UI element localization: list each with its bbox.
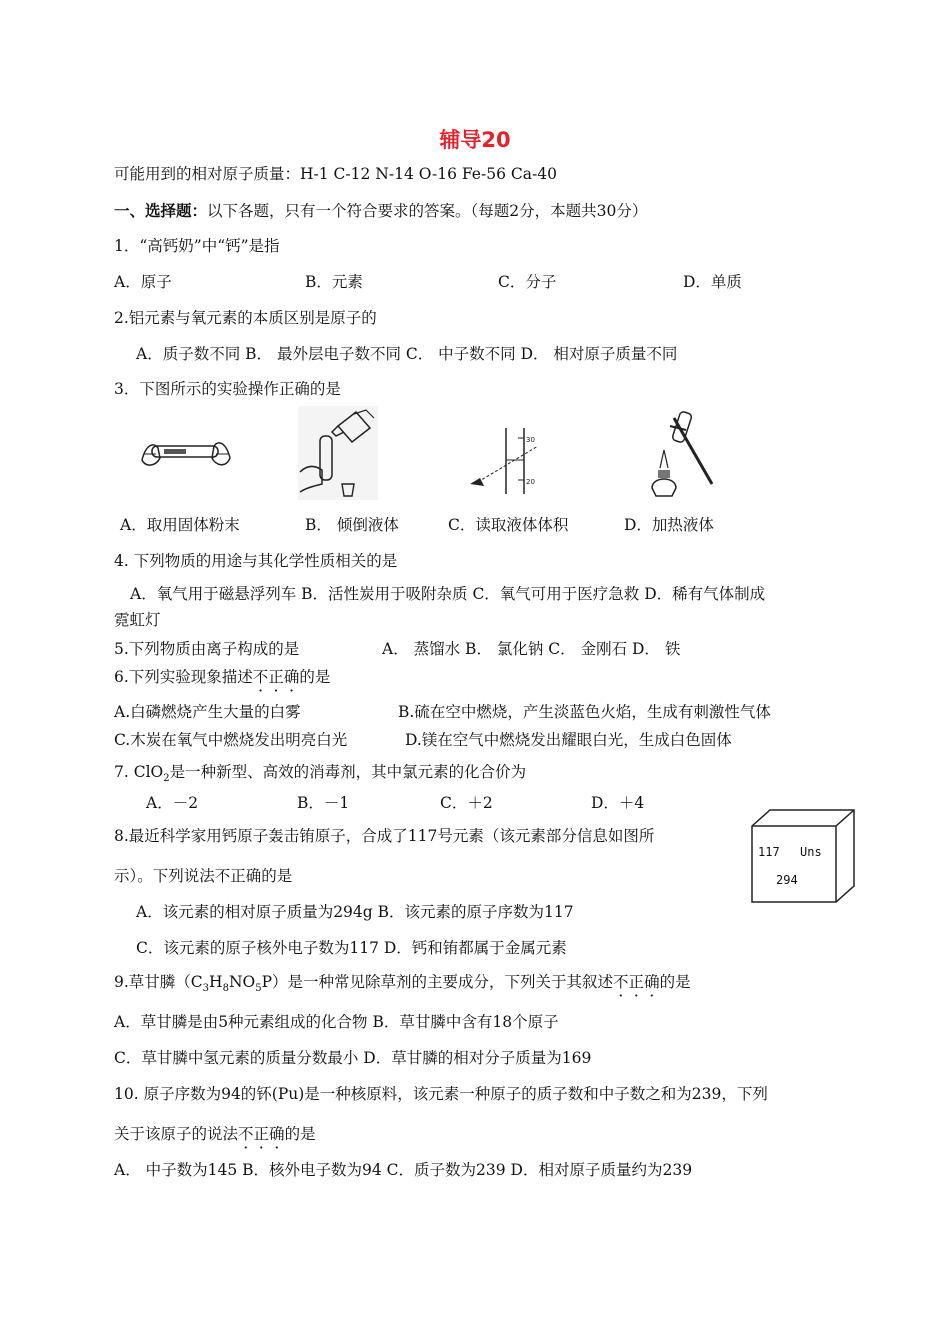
figure-heat-liquid-icon [642, 410, 722, 500]
question-2-options: A．质子数不同 B． 最外层电子数不同 C． 中子数不同 D． 相对原子质量不同 [136, 345, 678, 363]
emphasis-char: 不 [613, 973, 629, 991]
svg-text:30: 30 [526, 436, 535, 444]
question-1-option-c: C．分子 [498, 273, 557, 291]
question-3-option-a: A．取用固体粉末 [120, 516, 240, 534]
emphasis-char: 不 [252, 668, 269, 686]
question-10-options: A． 中子数为145 B．核外电子数为94 C．质子数为239 D．相对原子质量约为239 [114, 1161, 693, 1179]
question-10-stem-pre: 关于该原子的说法 [114, 1125, 239, 1143]
section-heading-label: 一、选择题： [114, 202, 208, 220]
question-6-stem-pre: 6.下列实验现象描述 [114, 668, 253, 686]
question-5-options: A． 蒸馏水 B． 氯化钠 C． 金刚石 D． 铁 [382, 640, 681, 658]
question-6-option-c: C.木炭在氧气中燃烧发出明亮白光 [114, 731, 348, 749]
question-8-options-ab: A．该元素的相对原子质量为294g B．该元素的原子序数为117 [136, 903, 574, 921]
question-10-emphasis [238, 1125, 285, 1143]
question-9-options-ab: A．草甘膦是由5种元素组成的化合物 B．草甘膦中含有18个原子 [114, 1013, 559, 1031]
formula-h: H [209, 973, 223, 991]
question-9-stem [114, 972, 691, 999]
question-1-stem: 1．“高钙奶”中“钙”是指 [114, 237, 280, 255]
question-7-option-a: A．－2 [146, 794, 199, 812]
question-8-options-cd: C．该元素的原子核外电子数为117 D．钙和铕都属于金属元素 [136, 939, 567, 957]
question-3-stem: 3．下图所示的实验操作正确的是 [114, 380, 341, 398]
question-8-stem-cont: 示）。下列说法不正确的是 [114, 867, 293, 885]
question-6-stem-post: 的是 [299, 668, 331, 686]
question-10-stem: 10. 原子序数为94的钚(Pu)是一种核原料，该元素一种原子的质子数和中子数之和为239，下列 [114, 1085, 768, 1103]
emphasis-char: 正 [628, 973, 645, 991]
question-6-emphasis [253, 668, 300, 686]
question-1-option-b: B．元素 [305, 273, 363, 291]
question-9-stem-post: 的是 [659, 973, 691, 991]
formula-sub-2: 8 [222, 983, 229, 995]
element-atomic-number: 117 [758, 845, 780, 859]
question-1-option-d: D．单质 [683, 273, 742, 291]
figure-read-volume-icon [466, 424, 542, 498]
emphasis-char: 确 [269, 1125, 285, 1143]
question-7-stem-post: 是一种新型、高效的消毒剂，其中氯元素的化合价为 [169, 763, 527, 781]
atomic-mass-line: 可能用到的相对原子质量：H-1 C-12 N-14 O-16 Fe-56 Ca-40 [114, 165, 557, 183]
question-7-option-b: B．－1 [297, 794, 350, 812]
page-title: 辅导20 [439, 128, 511, 152]
question-9-emphasis [613, 973, 660, 991]
question-9-options-cd: C．草甘膦中氢元素的质量分数最小 D．草甘膦的相对分子质量为169 [114, 1049, 592, 1067]
emphasis-char: 不 [238, 1125, 254, 1143]
question-7-stem [114, 762, 526, 789]
question-9-stem-mid: P）是一种常见除草剂的主要成分，下列关于其叙述 [261, 973, 614, 991]
question-7-stem-pre: 7. ClO [114, 763, 164, 781]
question-4-options: A．氧气用于磁悬浮列车 B．活性炭用于吸附杂质 C．氧气可用于医疗急救 D．稀有气体制成 [130, 585, 766, 603]
figure-solid-powder-icon [138, 432, 234, 474]
question-2-stem: 2.铝元素与氧元素的本质区别是原子的 [114, 309, 377, 327]
question-6-option-a: A.白磷燃烧产生大量的白雾 [114, 703, 301, 721]
question-10-stem-cont [114, 1124, 316, 1144]
question-3-option-b: B． 倾倒液体 [305, 516, 399, 534]
formula-sub-3: 5 [255, 983, 262, 995]
question-4-options-cont: 霓虹灯 [114, 611, 161, 629]
question-7-option-c: C．＋2 [440, 794, 493, 812]
question-9-stem-pre: 9.草甘膦（C [114, 973, 203, 991]
element-symbol: Uns [800, 845, 822, 859]
question-1-option-a: A．原子 [114, 273, 172, 291]
question-3-option-d: D．加热液体 [624, 516, 714, 534]
emphasis-char: 确 [644, 973, 660, 991]
element-info-cube [750, 808, 856, 904]
question-4-stem: 4. 下列物质的用途与其化学性质相关的是 [114, 552, 398, 570]
emphasis-char: 正 [268, 668, 284, 686]
question-6-option-b: B.硫在空中燃烧，产生淡蓝色火焰，生成有刺激性气体 [398, 703, 771, 721]
question-7-subscript: 2 [163, 773, 170, 785]
section-description: 以下各题，只有一个符合要求的答案。（每题2分，本题共30分） [207, 202, 648, 220]
formula-no: NO [228, 973, 256, 991]
question-7-option-d: D．＋4 [591, 794, 645, 812]
question-10-stem-post: 的是 [284, 1125, 316, 1143]
formula-sub-1: 3 [202, 983, 210, 995]
question-8-stem: 8.最近科学家用钙原子轰击铕原子，合成了117号元素（该元素部分信息如图所 [114, 827, 655, 845]
question-6-stem [114, 667, 330, 687]
section-heading [114, 201, 647, 221]
question-5-stem: 5.下列物质由离子构成的是 [114, 640, 300, 658]
emphasis-char: 正 [253, 1125, 270, 1143]
question-6-option-d: D.镁在空气中燃烧发出耀眼白光，生成白色固体 [405, 731, 732, 749]
svg-text:20: 20 [526, 478, 535, 486]
emphasis-char: 确 [283, 668, 300, 686]
question-3-option-c: C．读取液体体积 [448, 516, 569, 534]
element-atomic-mass: 294 [776, 873, 798, 887]
figure-pour-liquid-icon [298, 406, 378, 500]
